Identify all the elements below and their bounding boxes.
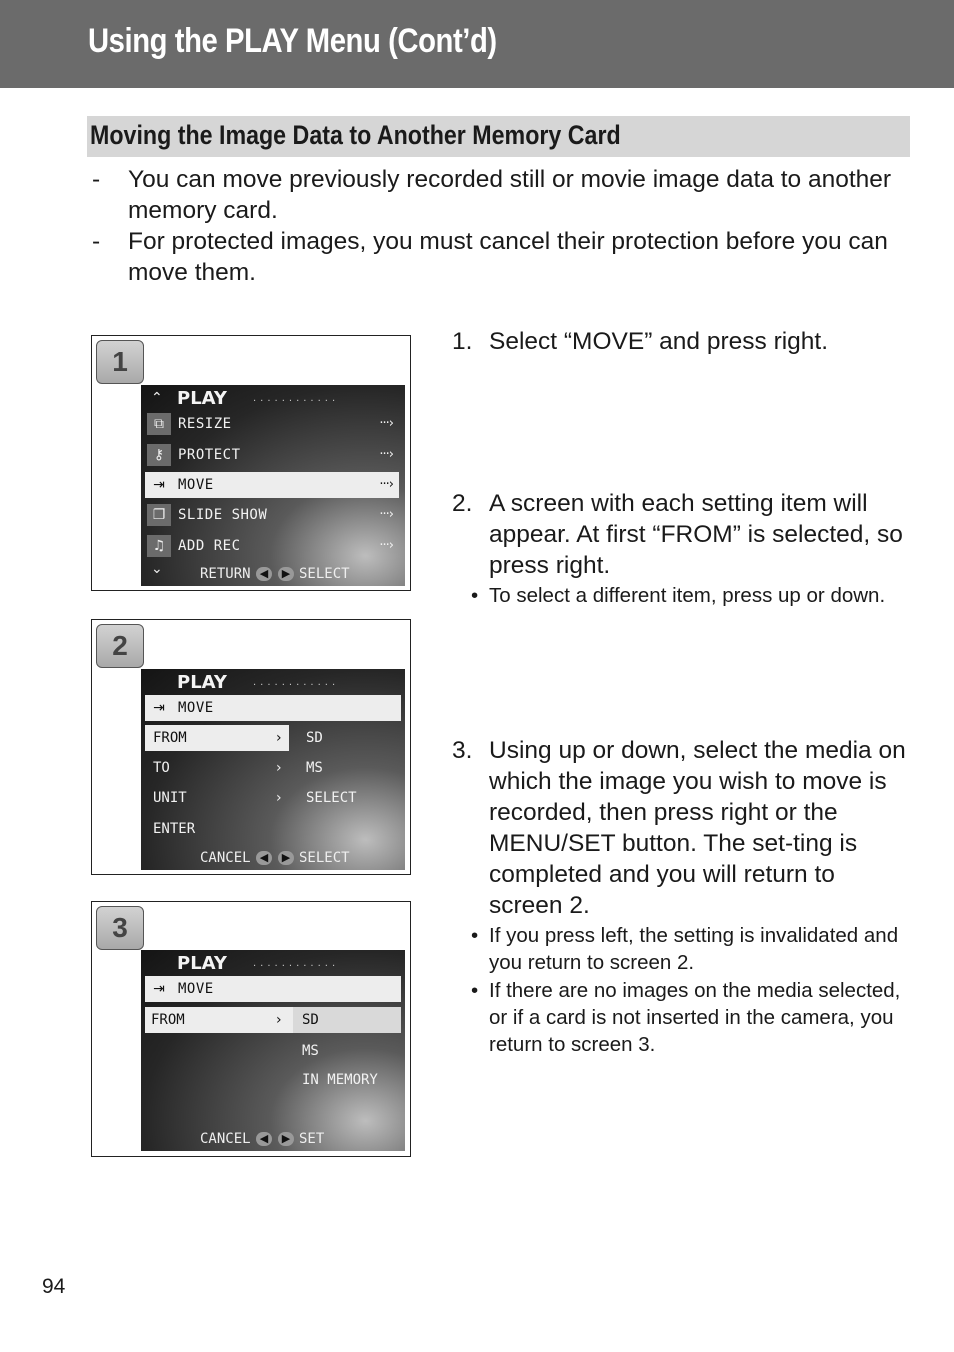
camera-screen xyxy=(141,669,405,870)
step-text: A screen with each setting item will appear. At first “FROM” is selected, so press right. xyxy=(489,490,903,579)
menu-item-protect[interactable] xyxy=(145,442,399,468)
scroll-up-icon: ⌃ xyxy=(151,390,163,406)
step-2 xyxy=(452,488,907,609)
scroll-down-icon: ⌄ xyxy=(151,561,163,577)
submenu-arrow-icon: ···› xyxy=(379,447,393,462)
page-header xyxy=(0,0,954,88)
move-icon: ⇥ xyxy=(153,477,165,493)
media-option-sd[interactable]: SD xyxy=(302,1012,319,1028)
step-3 xyxy=(452,735,907,1058)
key-icon: ⚷ xyxy=(147,444,171,466)
menu-item-label: MOVE xyxy=(178,477,214,493)
step-note xyxy=(452,977,907,1058)
setting-label-from: FROM xyxy=(151,1012,185,1028)
bullet-icon: • xyxy=(471,924,479,947)
intro-text: You can move previously recorded still or movie image data to another memory card. xyxy=(128,166,892,224)
menu-item-add-rec[interactable] xyxy=(145,533,399,559)
screen-footer xyxy=(200,1129,400,1149)
submenu-arrow-icon: ···› xyxy=(379,538,393,553)
dotted-divider: ············ xyxy=(253,396,340,407)
menu-item-label: SLIDE SHOW xyxy=(178,507,268,523)
setting-value-to: MS xyxy=(306,760,323,776)
current-menu-move xyxy=(145,976,401,1002)
screenshot-1 xyxy=(91,335,411,591)
setting-label-from[interactable]: FROM xyxy=(153,730,187,746)
right-arrow-icon: ▶ xyxy=(278,1132,294,1146)
camera-screen xyxy=(141,950,405,1151)
step-note xyxy=(452,582,907,609)
chevron-right-icon: › xyxy=(276,760,282,776)
left-arrow-icon: ◀ xyxy=(256,851,272,865)
intro-item xyxy=(88,164,908,226)
intro-dash: - xyxy=(92,166,101,193)
bullet-icon: • xyxy=(471,584,479,607)
move-icon: ⇥ xyxy=(153,700,165,716)
setting-label-to[interactable]: TO xyxy=(153,760,170,776)
step-badge: 3 xyxy=(96,906,144,950)
section-header xyxy=(87,116,910,157)
intro-text: For protected images, you must cancel their protection before you can move them. xyxy=(128,228,888,286)
chevron-right-icon: › xyxy=(276,730,282,746)
current-menu-move xyxy=(145,695,401,721)
screen-footer xyxy=(200,564,400,584)
step-text: Select “MOVE” and press right. xyxy=(489,328,829,355)
camera-screen xyxy=(141,385,405,586)
media-option-ms[interactable]: MS xyxy=(302,1043,319,1059)
footer-left-label: CANCEL xyxy=(200,850,251,866)
step-number: 1. xyxy=(452,328,473,355)
screen-title: PLAY xyxy=(177,953,227,974)
microphone-icon: ♫ xyxy=(147,535,171,557)
step-number: 2. xyxy=(452,490,473,517)
chevron-right-icon: › xyxy=(276,790,282,806)
intro-item xyxy=(88,226,908,288)
screen-title: PLAY xyxy=(177,672,227,693)
step-note-text: To select a different item, press up or down. xyxy=(489,584,886,607)
footer-left-label: RETURN xyxy=(200,566,251,582)
right-arrow-icon: ▶ xyxy=(278,567,294,581)
setting-label-unit[interactable]: UNIT xyxy=(153,790,187,806)
step-text: Using up or down, select the media on which the image you wish to move is recorded, then press right or the MENU/SET button. The set-ting is completed and you will return to screen 2. xyxy=(489,737,906,919)
intro-list xyxy=(88,164,908,288)
menu-item-move[interactable] xyxy=(145,472,399,498)
dotted-divider: ············ xyxy=(253,680,340,691)
setting-value-from: SD xyxy=(306,730,323,746)
step-number: 3. xyxy=(452,737,473,764)
screen-title: PLAY xyxy=(177,388,227,409)
bullet-icon: • xyxy=(471,979,479,1002)
setting-value-unit: SELECT xyxy=(306,790,357,806)
menu-item-label: ADD REC xyxy=(178,538,241,554)
step-1 xyxy=(452,326,907,357)
dotted-divider: ············ xyxy=(253,961,340,972)
menu-item-label: MOVE xyxy=(178,981,214,997)
menu-item-label: RESIZE xyxy=(178,416,232,432)
menu-item-label: PROTECT xyxy=(178,447,241,463)
move-icon: ⇥ xyxy=(153,981,165,997)
step-badge: 1 xyxy=(96,340,144,384)
step-badge: 2 xyxy=(96,624,144,668)
page-number: 94 xyxy=(42,1275,66,1298)
screenshot-3 xyxy=(91,901,411,1157)
submenu-arrow-icon: ···› xyxy=(379,477,393,492)
step-note-text: If you press left, the setting is invalidated and you return to screen 2. xyxy=(489,924,899,974)
footer-right-label: SET xyxy=(299,1131,325,1147)
intro-dash: - xyxy=(92,228,101,255)
right-arrow-icon: ▶ xyxy=(278,851,294,865)
media-option-in-memory[interactable]: IN MEMORY xyxy=(302,1072,378,1088)
chevron-right-icon: › xyxy=(276,1012,282,1028)
resize-icon: ⧉ xyxy=(147,413,171,435)
menu-item-label: MOVE xyxy=(178,700,214,716)
submenu-arrow-icon: ···› xyxy=(379,416,393,431)
footer-left-label: CANCEL xyxy=(200,1131,251,1147)
slideshow-icon: ❐ xyxy=(147,504,171,526)
footer-right-label: SELECT xyxy=(299,566,350,582)
screenshot-2 xyxy=(91,619,411,875)
left-arrow-icon: ◀ xyxy=(256,567,272,581)
menu-item-resize[interactable] xyxy=(145,411,399,437)
footer-right-label: SELECT xyxy=(299,850,350,866)
step-note xyxy=(452,922,907,976)
setting-label-enter[interactable]: ENTER xyxy=(153,821,196,837)
section-title: Moving the Image Data to Another Memory Card xyxy=(90,120,621,150)
step-note-text: If there are no images on the media selected, or if a card is not inserted in the camera, you return to screen 3. xyxy=(489,979,901,1056)
left-arrow-icon: ◀ xyxy=(256,1132,272,1146)
screen-footer xyxy=(200,848,400,868)
submenu-arrow-icon: ···› xyxy=(379,507,393,522)
page-title: Using the PLAY Menu (Cont’d) xyxy=(88,22,497,60)
menu-item-slide-show[interactable] xyxy=(145,502,399,528)
